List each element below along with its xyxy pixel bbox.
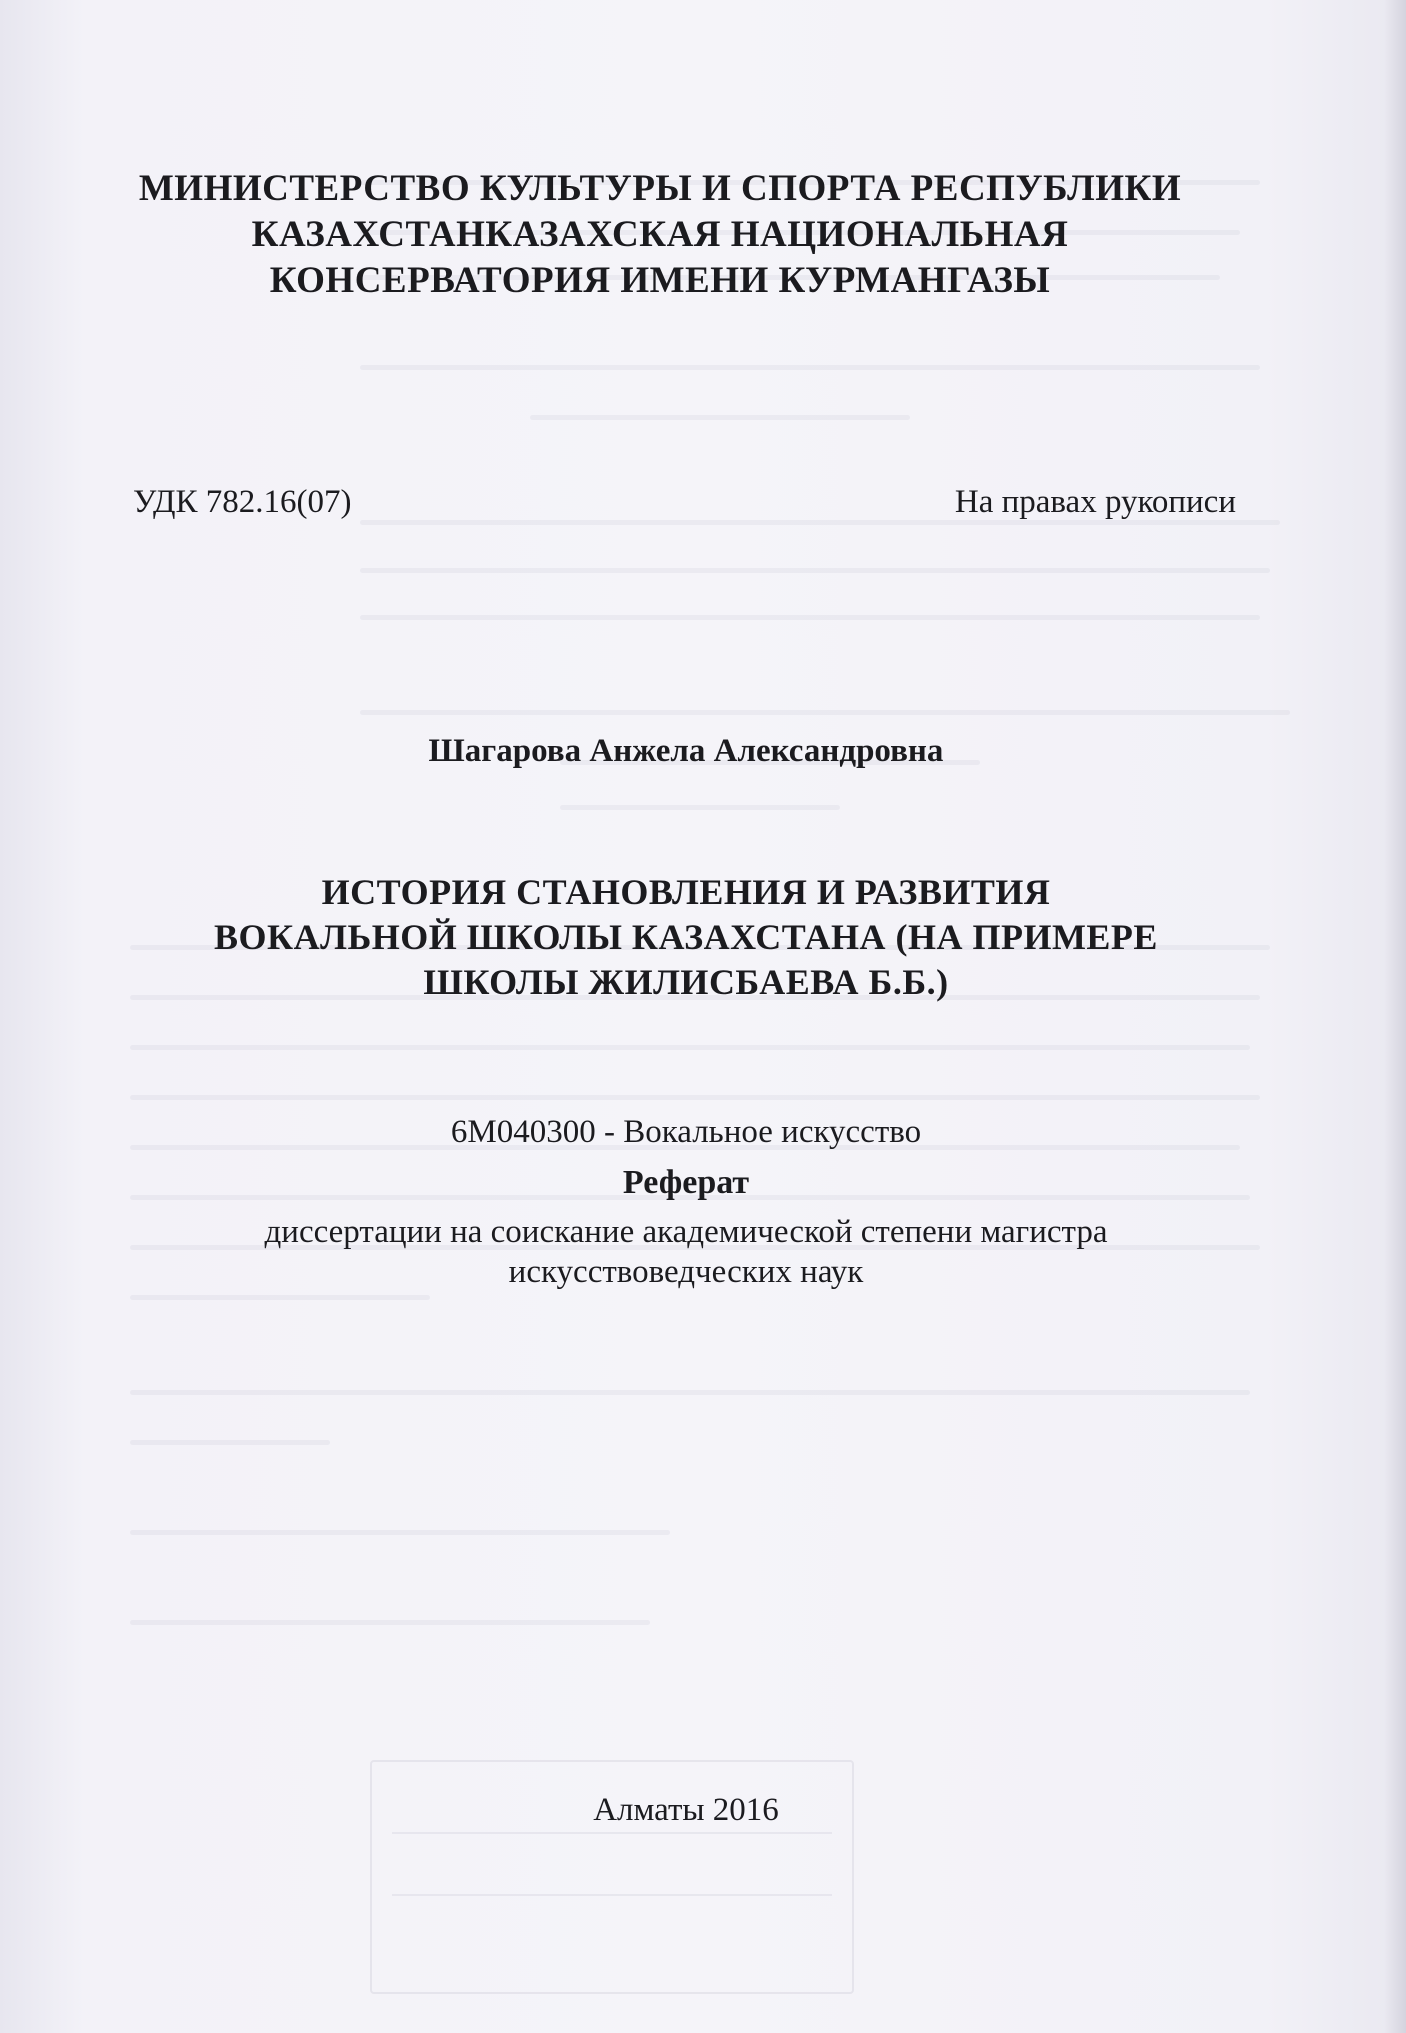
- ministry-header: [0, 166, 1320, 304]
- document-type: Реферат: [622, 1164, 750, 1201]
- library-stamp-band: [392, 1832, 832, 1896]
- dissertation-title-line-1: ИСТОРИЯ СТАНОВЛЕНИЯ И РАЗВИТИЯ: [321, 872, 1051, 912]
- degree-description-line-2: искусствоведческих наук: [508, 1254, 864, 1290]
- city-year: Алматы 2016: [593, 1792, 779, 1828]
- udk-code: УДК 782.16(07): [133, 484, 352, 520]
- ministry-header-line-3: КОНСЕРВАТОРИЯ ИМЕНИ КУРМАНГАЗЫ: [269, 260, 1051, 301]
- ministry-header-line-1: МИНИСТЕРСТВО КУЛЬТУРЫ И СПОРТА РЕСПУБЛИКИ: [138, 168, 1182, 209]
- dissertation-title-line-3: ШКОЛЫ ЖИЛИСБАЕВА Б.Б.): [423, 962, 949, 1002]
- manuscript-rights-note: На правах рукописи: [954, 484, 1236, 520]
- page-edge-shadow: [1384, 0, 1406, 2033]
- specialty-code: 6М040300 - Вокальное искусство: [450, 1114, 922, 1150]
- author-name: Шагарова Анжела Александровна: [428, 733, 944, 769]
- degree-description-line-1: диссертации на соискание академической степени магистра: [264, 1214, 1108, 1250]
- dissertation-title: [0, 870, 1372, 1005]
- dissertation-title-line-2: ВОКАЛЬНОЙ ШКОЛЫ КАЗАХСТАНА (НА ПРИМЕРЕ: [214, 917, 1158, 957]
- ministry-header-line-2: КАЗАХСТАНКАЗАХСКАЯ НАЦИОНАЛЬНАЯ: [251, 214, 1069, 255]
- degree-description: [0, 1212, 1372, 1292]
